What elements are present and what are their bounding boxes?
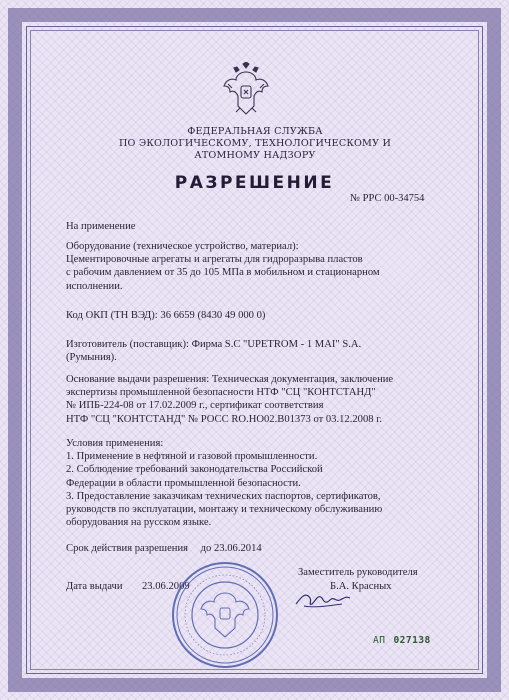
equipment-line: исполнении. (66, 280, 123, 292)
okp-text: Код ОКП (ТН ВЭД): 36 6659 (8430 49 000 0) (66, 310, 266, 321)
basis-line: экспертизы промышленной безопасности НТФ "СЦ "КОНТСТАНД" (66, 387, 376, 399)
basis-block (66, 373, 446, 426)
official-stamp-icon (170, 560, 280, 670)
equipment-line: Оборудование (техническое устройство, материал): (66, 241, 299, 252)
agency-name (90, 126, 420, 162)
validity-label: Срок действия разрешения (66, 543, 188, 554)
document-title: РАЗРЕШЕНИЕ (174, 173, 335, 193)
basis-line: НТФ "СЦ "КОНТСТАНД" № РОСС RO.HO02.B01373 от 03.12.2008 г. (66, 413, 383, 425)
conditions-line: 2. Соблюдение требований законодательства Российской (66, 464, 323, 476)
agency-line-1: ФЕДЕРАЛЬНАЯ СЛУЖБА (187, 126, 323, 137)
permit-number: № РРС 00-34754 (350, 193, 425, 204)
purpose (66, 220, 446, 233)
agency-line-2: ПО ЭКОЛОГИЧЕСКОМУ, ТЕХНОЛОГИЧЕСКОМУ И АТОМНОМУ НАДЗОРУ (118, 138, 392, 161)
conditions-block (66, 437, 446, 529)
manufacturer-line: Изготовитель (поставщик): Фирма S.C "UPETROM - 1 MAI" S.A. (66, 339, 362, 350)
basis-line: Основание выдачи разрешения: Техническая документация, заключение (66, 374, 394, 385)
serial-value: 027138 (393, 635, 431, 646)
equipment-line: с рабочим давлением от 35 до 105 МПа в мобильном и стационарном (66, 267, 380, 279)
coat-of-arms-icon (222, 62, 270, 116)
conditions-line: 3. Предоставление заказчикам технических паспортов, сертификатов, (66, 490, 381, 502)
issue-date-value: 23.06.2009 (142, 581, 190, 592)
validity-row (66, 542, 446, 555)
conditions-line: руководств по эксплуатации, монтажу и техническому обслуживанию (66, 504, 383, 516)
validity-value: до 23.06.2014 (200, 543, 262, 554)
signatory-name: Б.А. Красных (330, 581, 392, 592)
manufacturer-line: (Румыния). (66, 352, 117, 364)
conditions-line: Условия применения: (66, 438, 164, 449)
issue-date-label: Дата выдачи (66, 581, 123, 592)
equipment-block (66, 240, 446, 293)
manufacturer-block (66, 338, 446, 364)
basis-line: № ИПБ-224-08 от 17.02.2009 г., сертификат соответствия (66, 400, 324, 412)
signatory-title: Заместитель руководителя (298, 567, 418, 578)
conditions-line: оборудования на русском языке. (66, 517, 212, 529)
conditions-line: Федерации в области промышленной безопасности. (66, 477, 301, 489)
okp-code (66, 309, 446, 322)
serial-number (373, 635, 431, 646)
signature-icon (294, 586, 352, 612)
purpose-text: На применение (66, 221, 136, 232)
serial-series: АП (373, 635, 386, 646)
conditions-line: 1. Применение в нефтяной и газовой промышленности. (66, 451, 318, 463)
equipment-line: Цементировочные агрегаты и агрегаты для гидроразрыва пластов (66, 254, 363, 266)
